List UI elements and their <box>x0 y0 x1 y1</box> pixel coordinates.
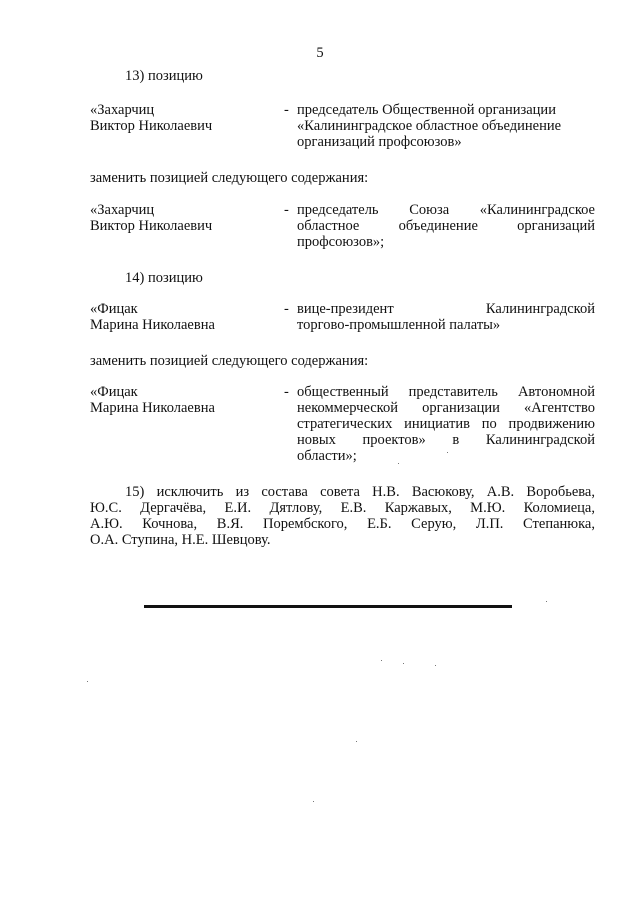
role-line: председатель Союза «Калининградское <box>297 202 595 218</box>
scan-speck <box>447 452 448 453</box>
paragraph-line: А.Ю. Кочнова, В.Я. Порембского, Е.Б. Серую, Л.П. Степанюка, <box>90 516 595 532</box>
item-13-old-position <box>90 102 595 172</box>
scan-speck <box>435 665 436 666</box>
name-line: «Фицак <box>90 384 138 400</box>
scan-speck <box>546 601 547 602</box>
scan-speck <box>381 660 382 661</box>
role-line: общественный представитель Автономной <box>297 384 595 400</box>
item-14-heading: 14) позицию <box>125 270 203 286</box>
paragraph-line: Ю.С. Дергачёва, Е.И. Дятлову, Е.В. Каржавых, М.Ю. Коломиеца, <box>90 500 595 516</box>
name-line: Виктор Николаевич <box>90 118 213 134</box>
person-name <box>90 202 280 234</box>
role-line: вице-президент Калининградской <box>297 301 595 317</box>
role-line: стратегических инициатив по продвижению <box>297 416 595 432</box>
person-name <box>90 384 280 416</box>
person-name <box>90 301 280 333</box>
name-line: «Захарчиц <box>90 202 155 218</box>
role-line: «Калининградское областное объединение <box>297 118 562 134</box>
role-line: областное объединение организаций <box>297 218 595 234</box>
item-13-heading: 13) позицию <box>125 68 203 84</box>
dash: - <box>284 102 289 118</box>
person-name <box>90 102 280 134</box>
person-role <box>297 384 595 464</box>
paragraph-line: О.А. Ступина, Н.Е. Шевцову. <box>90 532 271 548</box>
role-line: председатель Общественной организации <box>297 102 556 118</box>
role-line: торгово-промышленной палаты» <box>297 317 501 333</box>
role-line: некоммерческой организации «Агентство <box>297 400 595 416</box>
item-14-new-position <box>90 384 595 474</box>
page-number: 5 <box>316 45 324 61</box>
scan-speck <box>313 801 314 802</box>
item-13-replace-text: заменить позицией следующего содержания: <box>90 170 369 186</box>
person-role <box>297 102 595 150</box>
dash: - <box>284 202 289 218</box>
name-line: Марина Николаевна <box>90 400 215 416</box>
role-line: новых проектов» в Калининградской <box>297 432 595 448</box>
scan-speck <box>398 463 399 464</box>
item-15-paragraph <box>90 484 595 548</box>
person-role <box>297 202 595 250</box>
dash: - <box>284 384 289 400</box>
paragraph-line: 15) исключить из состава совета Н.В. Васюкову, А.В. Воробьева, <box>125 484 595 500</box>
role-line: организаций профсоюзов» <box>297 134 462 150</box>
scan-speck <box>87 681 88 682</box>
name-line: «Фицак <box>90 301 138 317</box>
name-line: Марина Николаевна <box>90 317 215 333</box>
scan-speck <box>403 663 404 664</box>
dash: - <box>284 301 289 317</box>
scan-speck <box>356 741 357 742</box>
item-14-replace-text: заменить позицией следующего содержания: <box>90 353 369 369</box>
role-line: профсоюзов»; <box>297 234 385 250</box>
item-13-new-position <box>90 202 595 272</box>
name-line: Виктор Николаевич <box>90 218 213 234</box>
person-role <box>297 301 595 333</box>
role-line: области»; <box>297 448 357 464</box>
end-rule <box>144 605 512 608</box>
name-line: «Захарчиц <box>90 102 155 118</box>
